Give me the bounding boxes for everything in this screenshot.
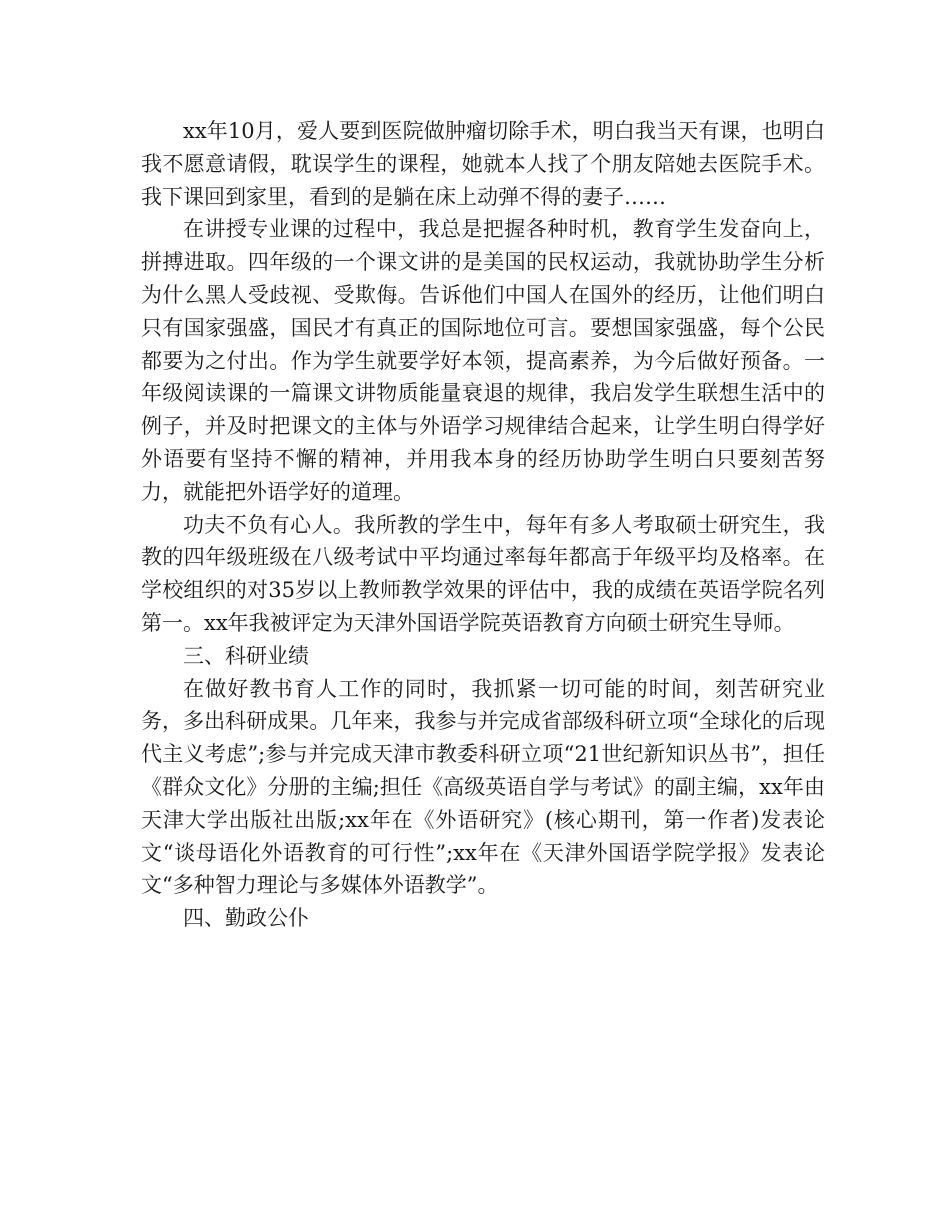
paragraph-achievements: 功夫不负有心人。我所教的学生中，每年有多人考取硕士研究生，我教的四年级班级在八级考试中平均通过率每年都高于年级平均及格率。在学校组织的对35岁以上教师教学效果的评估中，我的成绩在英语学院名列第一。xx年我被评定为天津外国语学院英语教育方向硕士研究生导师。: [141, 512, 825, 635]
section-heading-research: 三、科研业绩: [183, 643, 309, 668]
paragraph-research: 在做好教书育人工作的同时，我抓紧一切可能的时间，刻苦研究业务，多出科研成果。几年来，我参与并完成省部级科研立项“全球化的后现代主义考虑”;参与并完成天津市教委科研立项“21世纪新知识丛书”，担任《群众文化》分册的主编;担任《高级英语自学与考试》的副主编，xx年由天津大学出版社出版;xx年在《外语研究》(核心期刊，第一作者)发表论文“谈母语化外语教育的可行性”;xx年在《天津外国语学院学报》发表论文“多种智力理论与多媒体外语教学”。: [141, 676, 825, 898]
paragraph-surgery: xx年10月，爱人要到医院做肿瘤切除手术，明白我当天有课，也明白我不愿意请假，耽误学生的课程，她就本人找了个朋友陪她去医院手术。我下课回到家里，看到的是躺在床上动弹不得的妻子……: [141, 119, 825, 209]
document-body: [141, 115, 825, 935]
section-heading-public-service: 四、勤政公仆: [183, 906, 309, 931]
paragraph-teaching: 在讲授专业课的过程中，我总是把握各种时机，教育学生发奋向上，拼搏进取。四年级的一个课文讲的是美国的民权运动，我就协助学生分析为什么黑人受歧视、受欺侮。告诉他们中国人在国外的经历，让他们明白只有国家强盛，国民才有真正的国际地位可言。要想国家强盛，每个公民都要为之付出。作为学生就要学好本领，提高素养，为今后做好预备。一年级阅读课的一篇课文讲物质能量衰退的规律，我启发学生联想生活中的例子，并及时把课文的主体与外语学习规律结合起来，让学生明白得学好外语要有坚持不懈的精神，并用我本身的经历协助学生明白只要刻苦努力，就能把外语学好的道理。: [141, 217, 825, 504]
